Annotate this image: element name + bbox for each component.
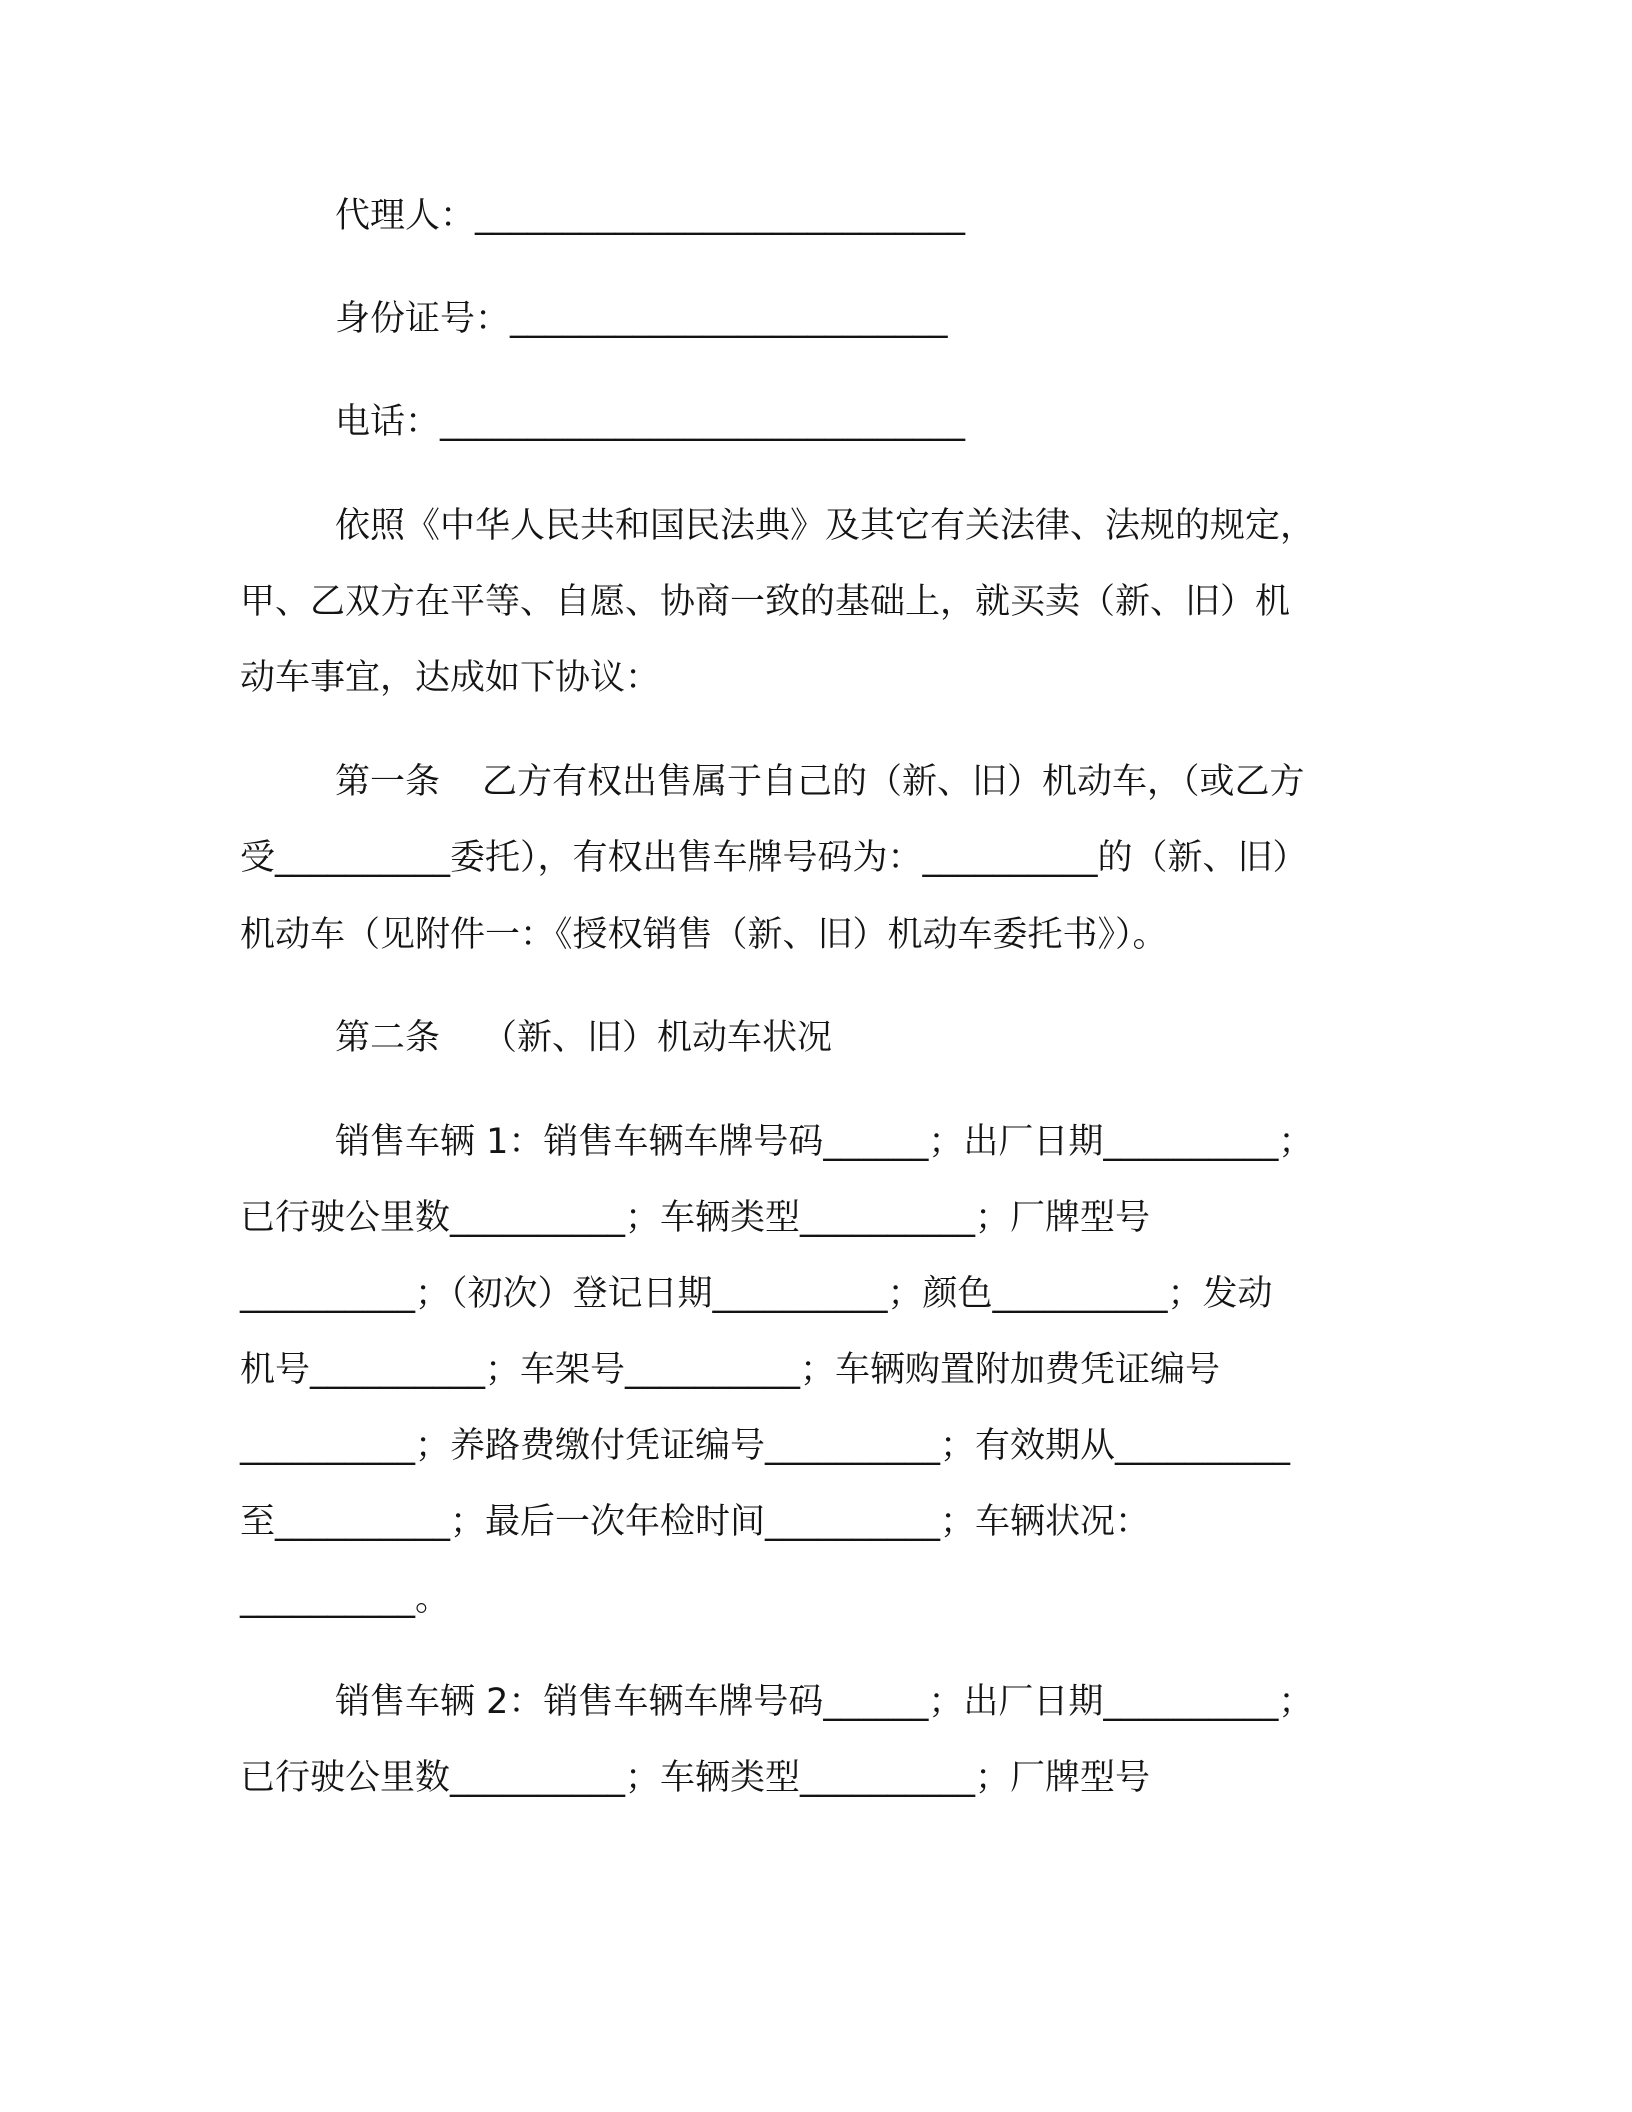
preamble-line: 依照《中华人民共和国民法典》及其它有关法律、法规的规定， [335,506,1316,546]
vehicle-1-line: 至__________；最后一次年检时间__________；车辆状况： [240,1502,1151,1542]
preamble-line: 甲、乙双方在平等、自愿、协商一致的基础上，就买卖（新、旧）机 [240,582,1291,622]
vehicle-2-line: 已行驶公里数__________；车辆类型__________；厂牌型号 [240,1758,1151,1798]
vehicle-1-line: 已行驶公里数__________；车辆类型__________；厂牌型号 [240,1198,1151,1238]
article-1-heading: 第一条 [335,762,441,802]
article-2-heading: 第二条 [335,1018,441,1058]
vehicle-1-line: 销售车辆 1：销售车辆车牌号码______；出厂日期__________； [335,1122,1314,1162]
vehicle-1-line: __________；（初次）登记日期__________；颜色__________；发动 [240,1274,1273,1314]
article-2-line [335,1014,832,1062]
id-number-field: 身份证号：_________________________ [335,299,948,339]
vehicle-2-line: 销售车辆 2：销售车辆车牌号码______；出厂日期__________； [335,1682,1314,1722]
vehicle-1-line: __________。 [240,1579,451,1619]
article-1-line [335,758,1305,806]
agent-field: 代理人：____________________________ [335,196,966,236]
article-1-text: 乙方有权出售属于自己的（新、旧）机动车，（或乙方 [482,762,1305,802]
article-1-line: 受__________委托），有权出售车牌号码为：__________的（新、旧） [240,838,1308,878]
article-2-title: （新、旧）机动车状况 [482,1018,833,1058]
preamble-line: 动车事宜，达成如下协议： [240,658,661,698]
article-1-line: 机动车（见附件一：《授权销售（新、旧）机动车委托书》）。 [240,915,1168,955]
vehicle-1-line: 机号__________；车架号__________；车辆购置附加费凭证编号 [240,1350,1221,1390]
phone-field: 电话：______________________________ [335,402,966,442]
vehicle-1-line: __________；养路费缴付凭证编号__________；有效期从__________ [240,1426,1291,1466]
